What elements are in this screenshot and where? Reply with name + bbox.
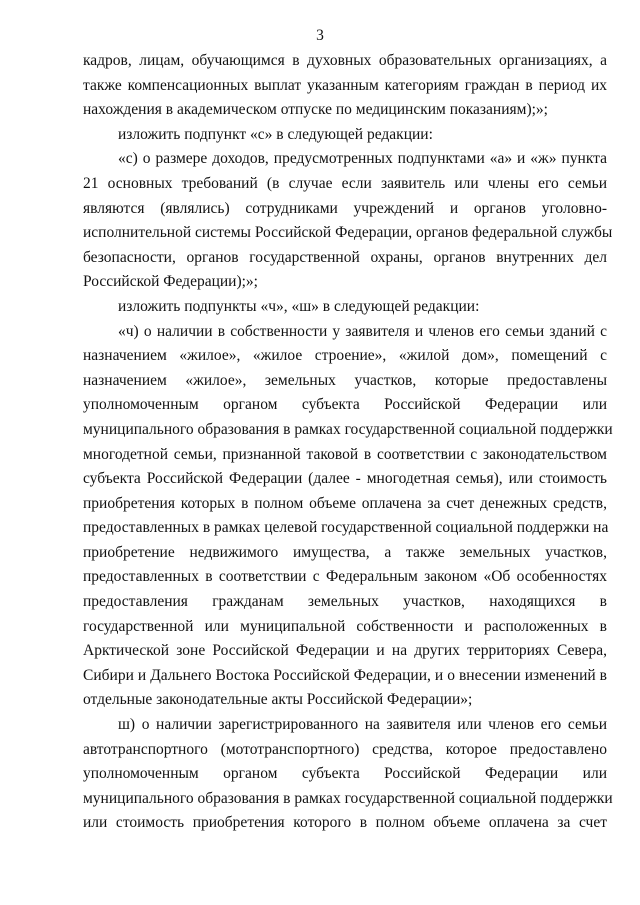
text-line: изложить подпункт «с» в следующей редакции: xyxy=(118,125,433,143)
paragraph-continuation xyxy=(83,49,607,123)
text-line: субъекта Российской Федерации (далее - многодетная семья), или стоимость xyxy=(83,470,607,488)
text-line: безопасности, органов государственной охраны, органов внутренних дел xyxy=(83,248,607,266)
text-line: приобретение недвижимого имущества, а также земельных участков, xyxy=(83,543,607,561)
text-line: исполнительной системы Российской Федерации, органов федеральной службы xyxy=(83,224,613,242)
text-line: назначением «жилое», земельных участков, которые предоставлены xyxy=(83,371,607,389)
text-line: отдельные законодательные акты Российской Федерации»; xyxy=(83,691,473,709)
text-line: являются (являлись) сотрудниками учреждений и органов уголовно- xyxy=(83,199,607,217)
text-line: приобретения которых в полном объеме оплачена за счет денежных средств, xyxy=(83,494,607,512)
text-line: «с) о размере доходов, предусмотренных подпунктами «а» и «ж» пункта xyxy=(118,150,607,168)
text-line: 21 основных требований (в случае если заявитель или члены его семьи xyxy=(83,174,607,192)
text-line: «ч) о наличии в собственности у заявителя и членов его семьи зданий с xyxy=(118,322,607,340)
paragraph-subitem-sh xyxy=(83,713,613,836)
text-line: Сибири и Дальнего Востока Российской Федерации, и о внесении изменений в xyxy=(83,666,607,684)
text-line: Российской Федерации);»; xyxy=(83,273,258,291)
page-number: 3 xyxy=(316,27,324,44)
text-line: предоставленных в соответствии с Федеральным законом «Об особенностях xyxy=(83,568,607,586)
text-line: автотранспортного (мототранспортного) средства, которое предоставлено xyxy=(83,740,607,758)
text-line: предоставления гражданам земельных участков, находящихся в xyxy=(83,593,607,611)
text-line: государственной или муниципальной собственности и расположенных в xyxy=(83,617,607,635)
text-line: нахождения в академическом отпуске по медицинским показаниям);»; xyxy=(83,101,548,119)
text-line: уполномоченным органом субъекта Российской Федерации или xyxy=(83,765,607,783)
text-line: многодетной семьи, признанной таковой в соответствии с законодательством xyxy=(83,445,607,463)
text-line: предоставленных в рамках целевой государственной социальной поддержки на xyxy=(83,519,609,537)
paragraph-subitem-s xyxy=(83,147,613,295)
paragraph-subitem-ch xyxy=(83,320,613,714)
text-line: Арктической зоне Российской Федерации и на других территориях Севера, xyxy=(83,642,607,660)
text-line: кадров, лицам, обучающимся в духовных образовательных организациях, а xyxy=(83,52,607,69)
text-line: изложить подпункты «ч», «ш» в следующей редакции: xyxy=(118,297,480,315)
paragraph-amend-s-intro xyxy=(83,123,607,148)
text-line: ш) о наличии зарегистрированного на заявителя или членов его семьи xyxy=(118,716,607,734)
document-body xyxy=(83,49,613,836)
paragraph-amend-ch-sh-intro xyxy=(83,295,607,320)
text-line: уполномоченным органом субъекта Российской Федерации или xyxy=(83,396,607,414)
text-line: муниципального образования в рамках государственной социальной поддержки xyxy=(83,420,613,438)
text-line: назначением «жилое», «жилое строение», «жилой дом», помещений с xyxy=(83,347,607,365)
text-line: или стоимость приобретения которого в полном объеме оплачена за счет xyxy=(83,814,607,832)
text-line: также компенсационных выплат указанным категориям граждан в период их xyxy=(83,76,607,94)
text-line: муниципального образования в рамках государственной социальной поддержки xyxy=(83,789,613,807)
